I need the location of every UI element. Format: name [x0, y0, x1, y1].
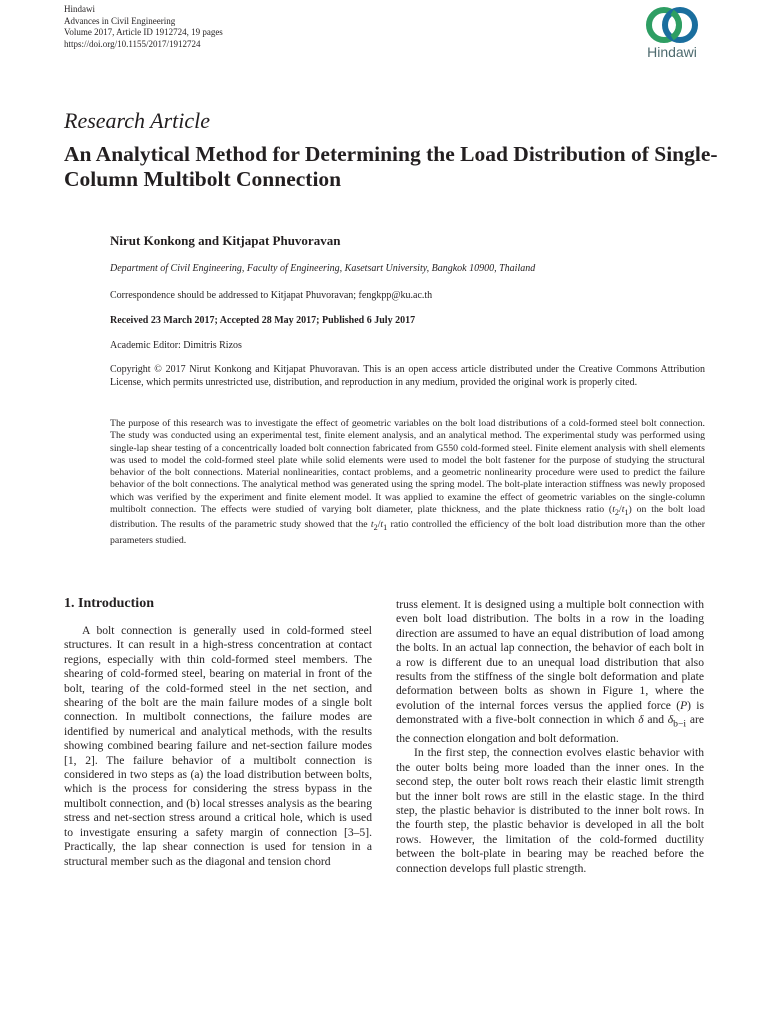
hindawi-rings-icon: [642, 4, 702, 46]
logo-text: Hindawi: [647, 44, 697, 60]
doi-link[interactable]: https://doi.org/10.1155/2017/1912724: [64, 38, 201, 49]
left-column: [64, 624, 372, 869]
academic-editor: Academic Editor: Dimitris Rizos: [110, 340, 242, 351]
abstract-text: The purpose of this research was to investigate the effect of geometric variables on the bolt load distributions of a cold-formed steel bolt connection. The study was conducted using an experimental test, finite element analysis, and an analytical method. The experimental study was performed using single-lap shear testing of a concentrically loaded bolt connection fabricated from G550 cold-formed steel. Finite element analysis with shell elements was used to model the cold-formed steel plate while solid elements were used to model the bolt fastener for the purpose of studying the structural behavior of the bolt connections. Material nonlinearities, contact problems, and a geometric nonlinearity procedure were used to predict the failure behavior of the bolt connections. The analytical method was generated using the spring model. The bolt-plate interaction stiffness was newly proposed which was verified by the experiment and finite element model. It was applied to examine the effect of geometric variables on the single-column multibolt connection. The effects were studied of varying bolt diameter, plate thickness, and the plate thickness ratio $(t_2/t_1)$ on the bolt load distribution. The results of the parametric study showed that the $t_2/t_1$ ratio controlled the efficiency of the bolt load distribution more than the other parameters studied.: [110, 418, 705, 546]
affiliation: Department of Civil Engineering, Faculty of Engineering, Kasetsart University, Bangkok 10900, Thailand: [110, 263, 536, 274]
steps-paragraph: In the first step, the connection evolves elastic behavior with the outer bolts being more loaded than the inner ones. In the second step, the outer bolt rows reach their elastic limit strength but the inner bolt rows are still in the elastic stage. In the third step, the plastic behavior is distributed to the inner bolt rows. In the fourth step, the plastic behavior is developed in all the bolt rows. However, the limitation of the cold-formed ductility between the bolt-plate in bearing may be reached before the connection develops full plastic strength.: [396, 746, 704, 875]
abstract: [110, 418, 705, 547]
page-title: An Analytical Method for Determining the Load Distribution of Single-Column Multibolt Connection: [64, 142, 718, 191]
article-type: Research Article: [64, 108, 211, 133]
publisher-name: Hindawi: [64, 4, 95, 14]
hindawi-logo: [636, 4, 708, 60]
authors: Nirut Konkong and Kitjapat Phuvoravan: [110, 233, 341, 248]
right-column: [396, 598, 704, 876]
journal-header: [64, 4, 223, 50]
copyright-notice: Copyright © 2017 Nirut Konkong and Kitjapat Phuvoravan. This is an open access article distributed under the Creative Commons Attribution License, which permits unrestricted use, distribution, and reproduction in any medium, provided the original work is properly cited.: [110, 364, 705, 388]
correspondence: Correspondence should be addressed to Kitjapat Phuvoravan; fengkpp@ku.ac.th: [110, 290, 433, 301]
volume-info: Volume 2017, Article ID 1912724, 19 pages: [64, 27, 223, 37]
continued-paragraph: truss element. It is designed using a multiple bolt connection with even bolt load distribution. The bolts in a row in the loading direction are assumed to have an equal distribution of load among the bolts. In an actual lap connection, the behavior of each bolt in a row is different due to an unequal load distribution that also results from the stiffness of the single bolt deformation and plate deformation between bolts as shown in Figure 1, where the evolution of the internal forces versus the applied force (P) is demonstrated with a five-bolt connection in which δ and $\delta_{b-i}$ are the connection elongation and bolt deformation.: [396, 598, 704, 745]
publication-dates: Received 23 March 2017; Accepted 28 May 2017; Published 6 July 2017: [110, 315, 416, 326]
intro-paragraph: A bolt connection is generally used in cold-formed steel structures. It can result in a high-stress concentration at contact regions, especially with thin cold-formed steel members. The shearing of cold-formed steel, bearing on material in front of the bolt, tearing of the cold-formed steel in the net section, and shearing of the bolt are the main failure modes of a single bolt connection. In multibolt connections, the failure modes are identified by numerical and analytical methods, with the results showing combined bearing failure and net-section failure modes [1, 2]. The failure behavior of a multibolt connection is considered in two steps as (a) the load distribution between bolts, which is the process for considering the stress bypass in the multibolt connection, and (b) local stresses analysis as the bearing stress and net-section stress around a critical hole, which is used to investigate ensuring a safety margin of connection [3–5]. Practically, the lap shear connection is used for tension in a structural member such as the diagonal and tension chord: [64, 624, 372, 868]
section-heading: 1. Introduction: [64, 596, 154, 611]
journal-name: Advances in Civil Engineering: [64, 15, 176, 26]
